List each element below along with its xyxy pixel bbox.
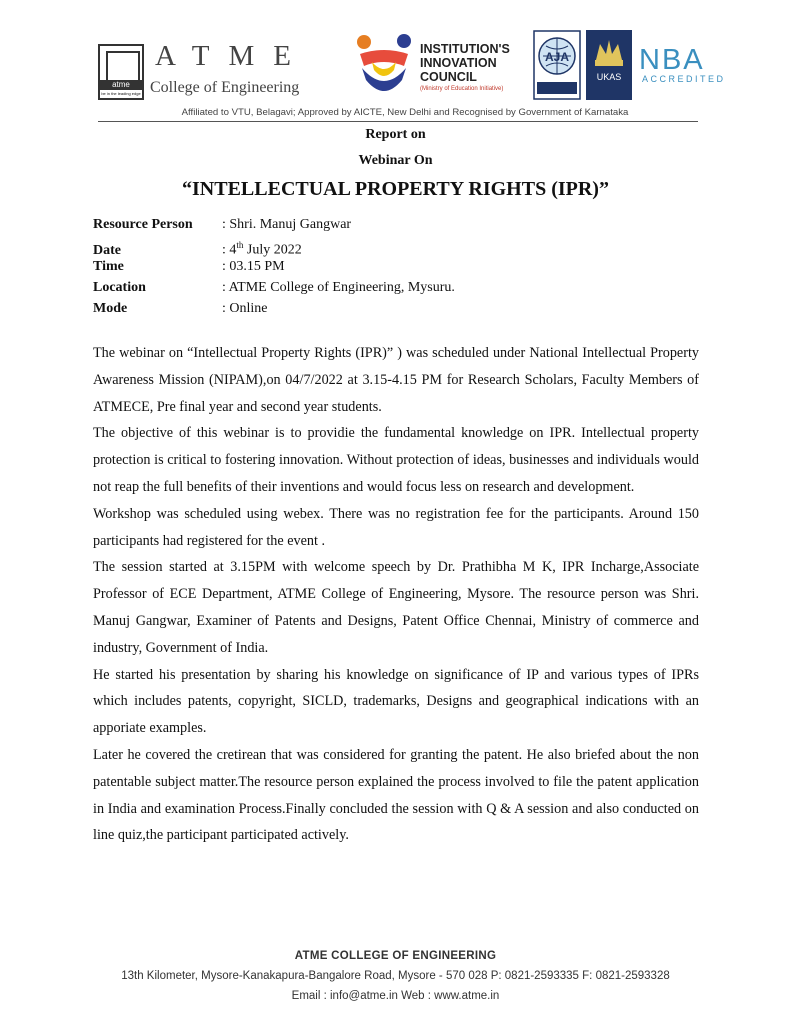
date-month-year: July 2022	[243, 242, 302, 258]
detail-label: Resource Person	[93, 217, 193, 232]
affiliation-line: Affiliated to VTU, Belagavi; Approved by AICTE, New Delhi and Recognised by Government of Karnataka	[181, 107, 629, 118]
webinar-heading: Webinar On	[358, 153, 433, 168]
detail-value: : ATME College of Engineering, Mysuru.	[222, 280, 455, 295]
ukas-label: UKAS	[596, 72, 622, 82]
detail-row-resource-person	[93, 214, 455, 235]
webinar-title: “INTELLECTUAL PROPERTY RIGHTS (IPR)”	[182, 178, 609, 200]
nba-subtitle: ACCREDITED	[642, 74, 726, 84]
detail-row-date	[93, 235, 455, 256]
paragraph: Later he covered the cretirean that was considered for granting the patent. He also briefed about the non patentable subject matter.The resource person explained the process involved to file the patent application in India and examination Process.Finally concluded the session with Q & A session and also conducted on line quiz,the participant participated actively.	[93, 746, 699, 844]
detail-row-time	[93, 256, 455, 277]
detail-row-mode	[93, 298, 455, 319]
report-body	[93, 340, 699, 849]
detail-value: : Online	[222, 301, 268, 316]
footer-address: 13th Kilometer, Mysore-Kanakapura-Bangalore Road, Mysore - 570 028 P: 0821-2593335 F: 0821-2593328	[121, 970, 670, 982]
ukas-certification-icon	[586, 30, 632, 100]
detail-label: Mode	[93, 301, 128, 316]
atme-logo-tagline: be in the leading edge	[101, 91, 141, 96]
letterhead-footer	[0, 946, 791, 1006]
paragraph: The objective of this webinar is to providie the fundamental knowledge on IPR. Intellectual property protection is critical to fostering innovation. Without protection of ideas, businesses and individuals would not reap the full benefits of their inventions and would focus less on research and development.	[93, 425, 699, 495]
iic-title	[420, 42, 510, 84]
college-name: College of Engineering	[150, 79, 300, 96]
nba-title: NBA	[639, 44, 705, 76]
iic-line-1: INSTITUTION'S	[420, 42, 510, 56]
college-acronym: ATME	[155, 40, 310, 72]
detail-value: : Shri. Manuj Gangwar	[222, 217, 352, 232]
footer-contact: Email : info@atme.in Web : www.atme.in	[291, 990, 500, 1002]
iic-line-2: INNOVATION	[420, 56, 497, 70]
footer-college-name: ATME COLLEGE OF ENGINEERING	[294, 950, 497, 962]
paragraph: The webinar on “Intellectual Property Rights (IPR)” ) was scheduled under National Intellectual Property Awareness Mission (NIPAM),on 04/7/2022 at 3.15-4.15 PM for Research Scholars, Faculty Members of ATMECE, Pre final year and second year students.	[93, 345, 699, 415]
atme-logo	[98, 44, 144, 100]
iic-subtitle: (Ministry of Education Initiative)	[420, 86, 504, 92]
detail-label: Time	[93, 259, 124, 274]
atme-logo-band: atme	[100, 80, 142, 90]
aja-label: AJA	[544, 50, 570, 64]
ukas-crown-icon	[586, 30, 632, 100]
event-details	[93, 214, 455, 319]
report-heading: Report on	[365, 127, 426, 142]
iic-logo-icon	[354, 32, 414, 98]
detail-label: Location	[93, 280, 146, 295]
date-day: : 4	[222, 242, 237, 258]
header-divider	[98, 121, 698, 122]
detail-label: Date	[93, 242, 121, 258]
paragraph: The session started at 3.15PM with welcome speech by Dr. Prathibha M K, IPR Incharge,Associate Professor of ECE Department, ATME College of Engineering, Mysore. The resource person was Shri. Manuj Gangwar, Examiner of Patents and Designs, Patent Office Chennai, Ministry of commerce and industry, Government of India.	[93, 559, 699, 656]
letterhead	[0, 0, 791, 125]
date-suffix: th	[236, 240, 244, 250]
aja-certification-icon	[533, 30, 581, 100]
detail-row-location	[93, 277, 455, 298]
detail-value: : 03.15 PM	[222, 259, 285, 274]
iic-line-3: COUNCIL	[420, 70, 477, 84]
paragraph: Workshop was scheduled using webex. There was no registration fee for the participants. Around 150 participants had registered for the event .	[93, 505, 699, 549]
paragraph: He started his presentation by sharing his knowledge on significance of IP and various types of IPRs which includes patents, copyright, SICLD, trademarks, Designs and geographical indications with an apporiate examples.	[93, 666, 699, 737]
